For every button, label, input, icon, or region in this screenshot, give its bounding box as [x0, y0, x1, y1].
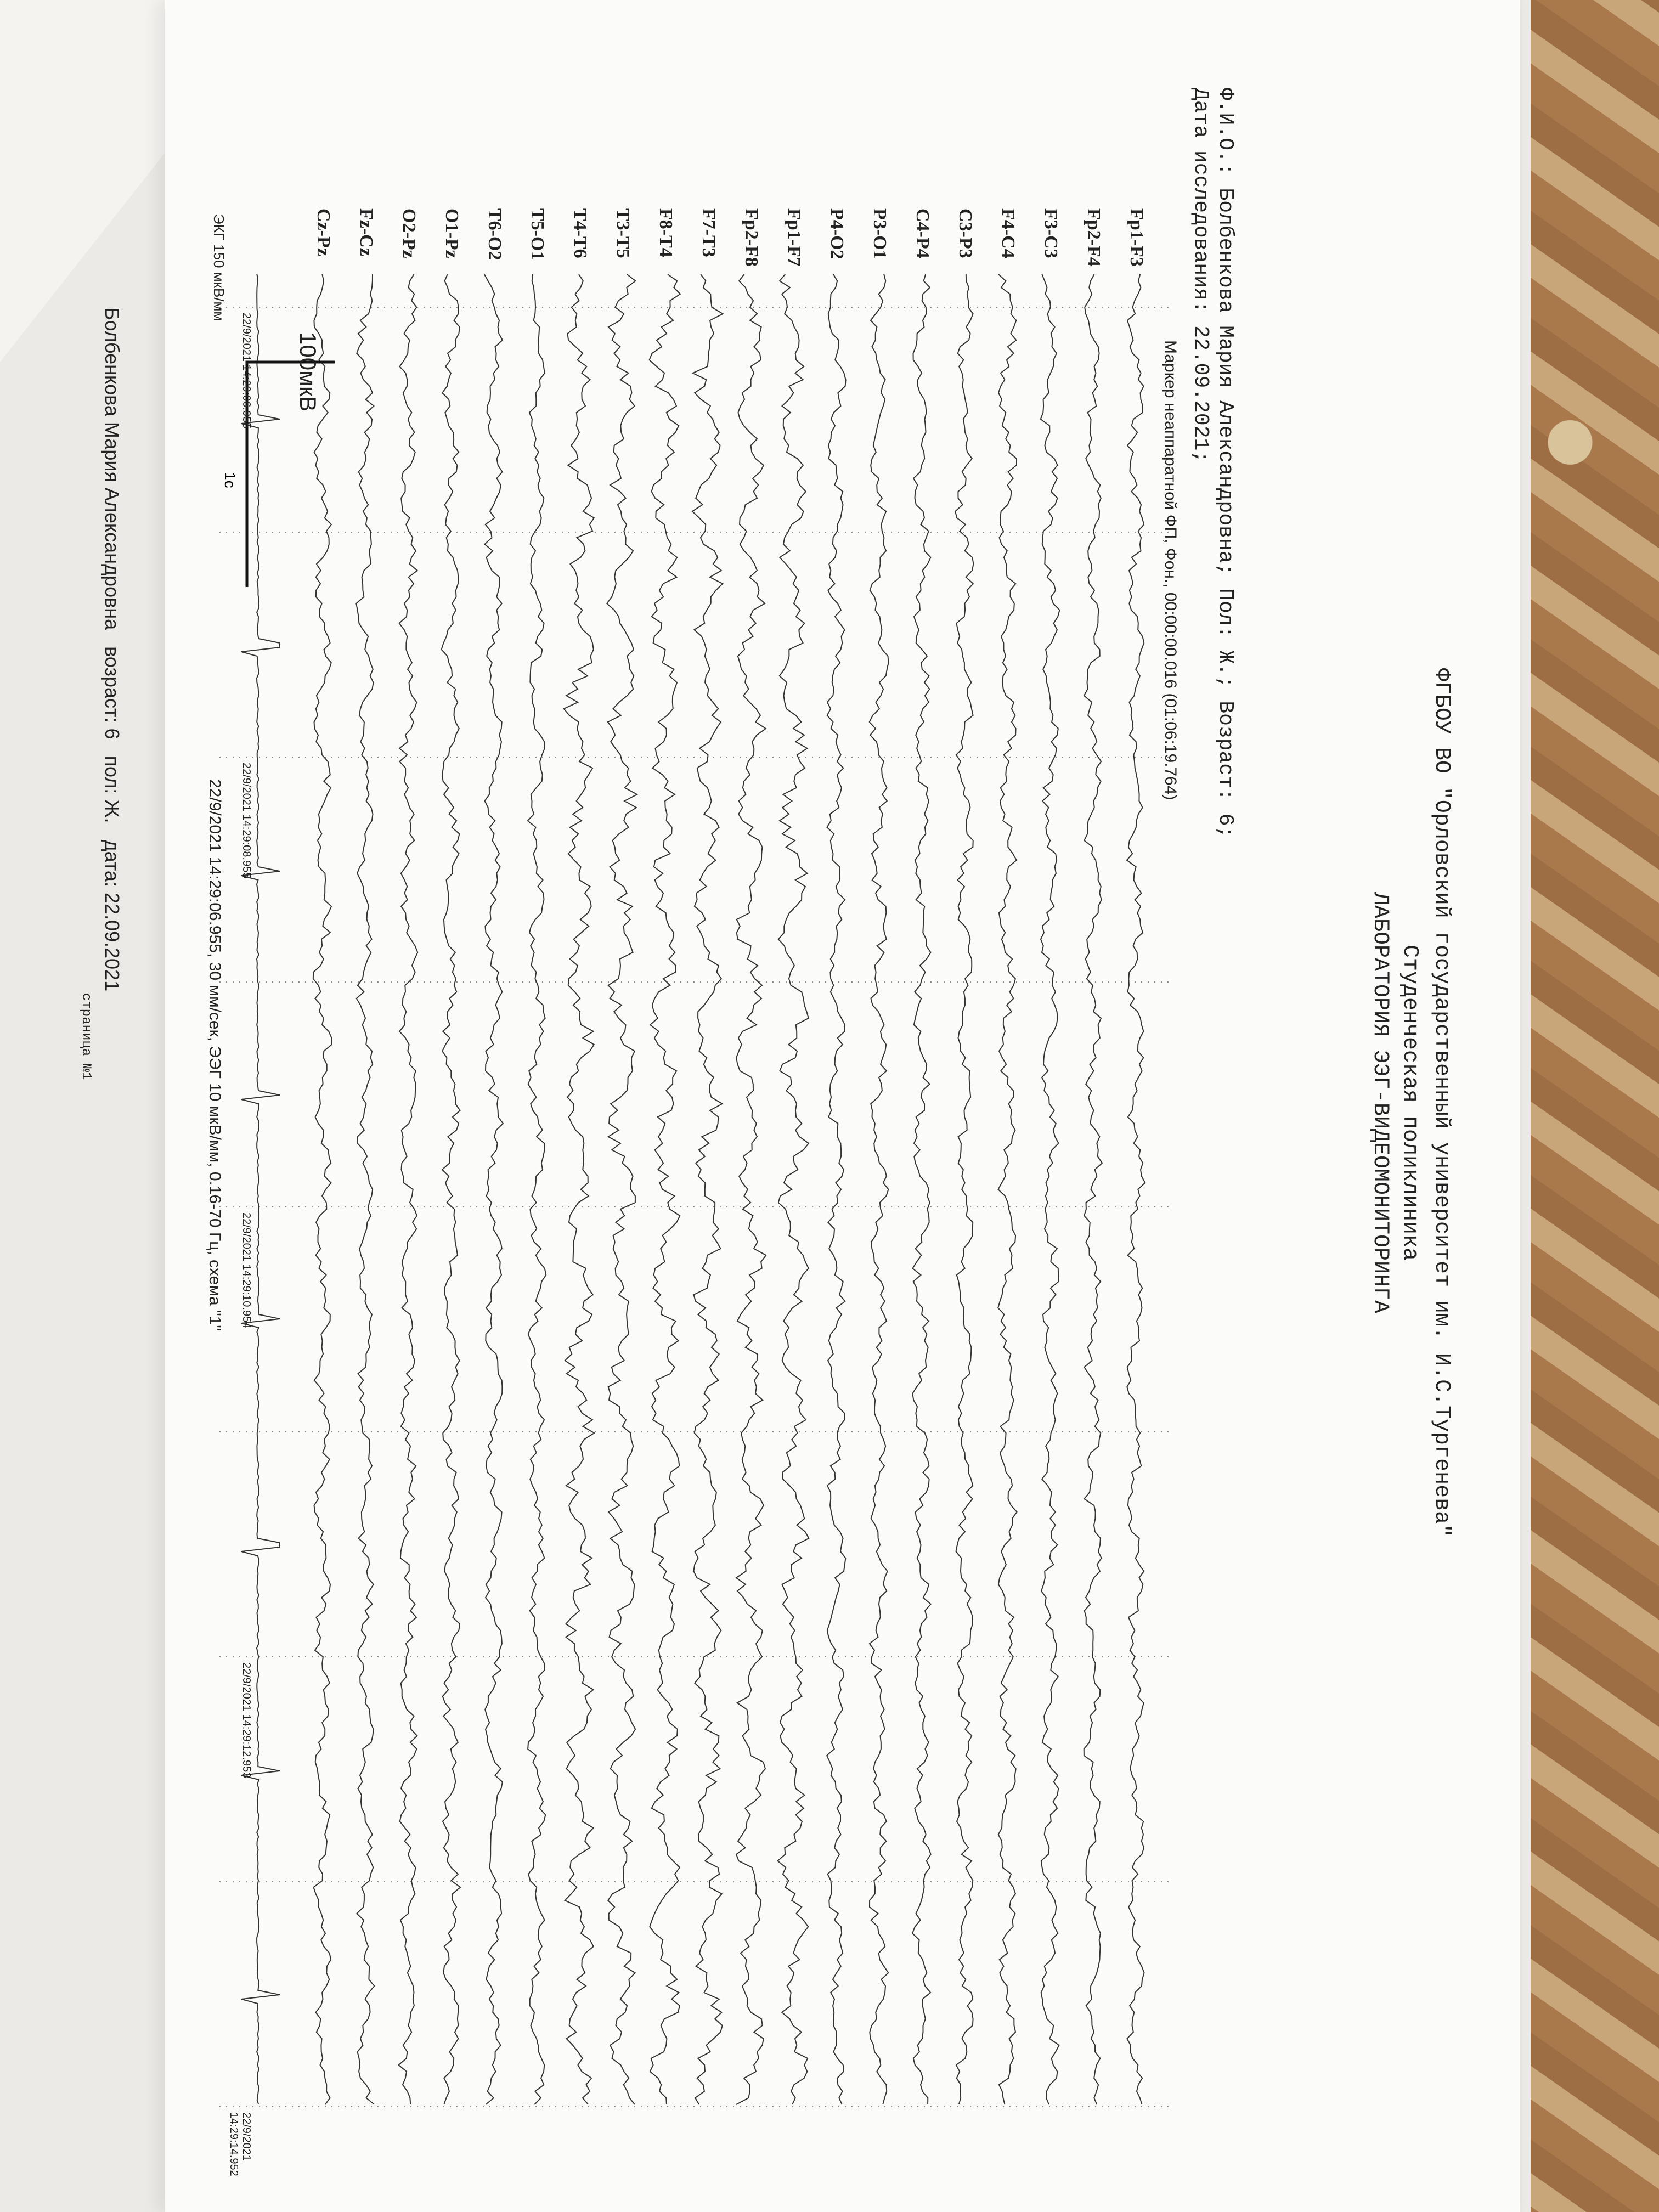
channel-label: T3-T5 [613, 208, 633, 258]
marker-note: Маркер неаппаратной ФП, Фон., 00:00:00.016 (01:06:19.764) [1161, 340, 1180, 800]
channel-label: T4-T6 [570, 208, 590, 258]
channel-label: C4-P4 [912, 208, 933, 258]
channel-label: O1-Pz [442, 208, 462, 258]
eeg-trace [528, 274, 546, 2104]
eeg-trace [778, 274, 809, 2104]
eeg-trace [998, 274, 1017, 2104]
channel-label: P4-O2 [827, 208, 847, 259]
channel-label: F3-C3 [1041, 208, 1061, 258]
eeg-trace [564, 274, 594, 2104]
footer-patient-info [100, 307, 123, 991]
eeg-trace [736, 274, 766, 2104]
recording-settings: 22/9/2021 14:29:06.955, 30 мм/сек, ЭЭГ 10 мкВ/мм, 0.16-70 Гц, схема "1" [206, 779, 224, 1331]
channel-label: P3-O1 [870, 208, 890, 259]
lab-title: ЛАБОРАТОРИЯ ЭЭГ-ВИДЕОМОНИТОРИНГА [1368, 891, 1392, 1314]
rotated-page-content [78, 33, 1454, 2176]
eeg-trace [1041, 274, 1060, 2104]
channel-label: C3-P3 [955, 208, 975, 258]
eeg-trace [484, 274, 503, 2104]
eeg-trace [827, 274, 845, 2104]
channel-label: F7-T3 [698, 208, 719, 257]
page-number: страница №1 [78, 993, 93, 1080]
eeg-trace [692, 274, 723, 2104]
channel-label: F8-T4 [656, 208, 676, 257]
eeg-trace [870, 274, 889, 2104]
amplitude-scale-label: 100мкВ [295, 332, 321, 412]
channel-label: F4-C4 [998, 208, 1018, 258]
clinic-title: Студенческая поликлиника [1397, 944, 1422, 1261]
footer-age: возраст: 6 [101, 646, 123, 740]
channel-label: Fp2-F8 [741, 208, 761, 267]
time-stamp: 22/9/2021 14:29:10.954 [240, 1212, 252, 1329]
eeg-trace [442, 274, 461, 2104]
eeg-trace [356, 274, 374, 2104]
time-stamp: 22/9/2021 14:29:12.953 [240, 1662, 252, 1779]
footer-name: Болбенкова Мария Александровна [101, 307, 123, 630]
eeg-trace [1127, 274, 1145, 2104]
time-stamp: 22/9/2021 14:29:06.955 [240, 313, 252, 429]
channel-label: Fp1-F3 [1126, 208, 1147, 267]
footer-sex: пол: Ж. [101, 755, 123, 823]
eeg-trace [313, 274, 332, 2104]
eeg-trace [912, 274, 931, 2104]
channel-label: T6-O2 [484, 208, 505, 261]
channel-label: Fp1-F7 [784, 208, 804, 267]
channel-label: Cz-Pz [313, 208, 334, 256]
scale-bar [247, 362, 335, 587]
time-stamp: 22/9/2021 14:29:14.952 [228, 2112, 252, 2176]
footer-date: дата: 22.09.2021 [101, 839, 123, 992]
eeg-trace [650, 274, 680, 2104]
ecg-scale-label: ЭКГ 150 мкВ/мм [211, 214, 227, 321]
eeg-trace [399, 274, 418, 2104]
study-date-line: Дата исследования: 22.09.2021; [1189, 88, 1212, 464]
patient-line: Ф.И.О.: Болбенкова Мария Александровна; Пол: Ж.; Возраст: 6; [1214, 88, 1237, 839]
org-title: ФГБОУ ВО "Орловский государственный университет им. И.С.Тургенева" [1429, 668, 1454, 1538]
time-stamp: 22/9/2021 14:29:08.955 [240, 763, 252, 879]
channel-label: O2-Pz [399, 208, 419, 258]
scale-bar-time-label: 1с [222, 472, 239, 488]
eeg-trace [955, 274, 973, 2104]
eeg-trace [1084, 274, 1102, 2104]
channel-label: T5-O1 [527, 208, 548, 261]
channel-label: Fz-Cz [356, 208, 376, 256]
eeg-trace-area [126, 33, 1190, 2118]
eeg-trace [607, 274, 637, 2104]
channel-label: Fp2-F4 [1084, 208, 1104, 267]
